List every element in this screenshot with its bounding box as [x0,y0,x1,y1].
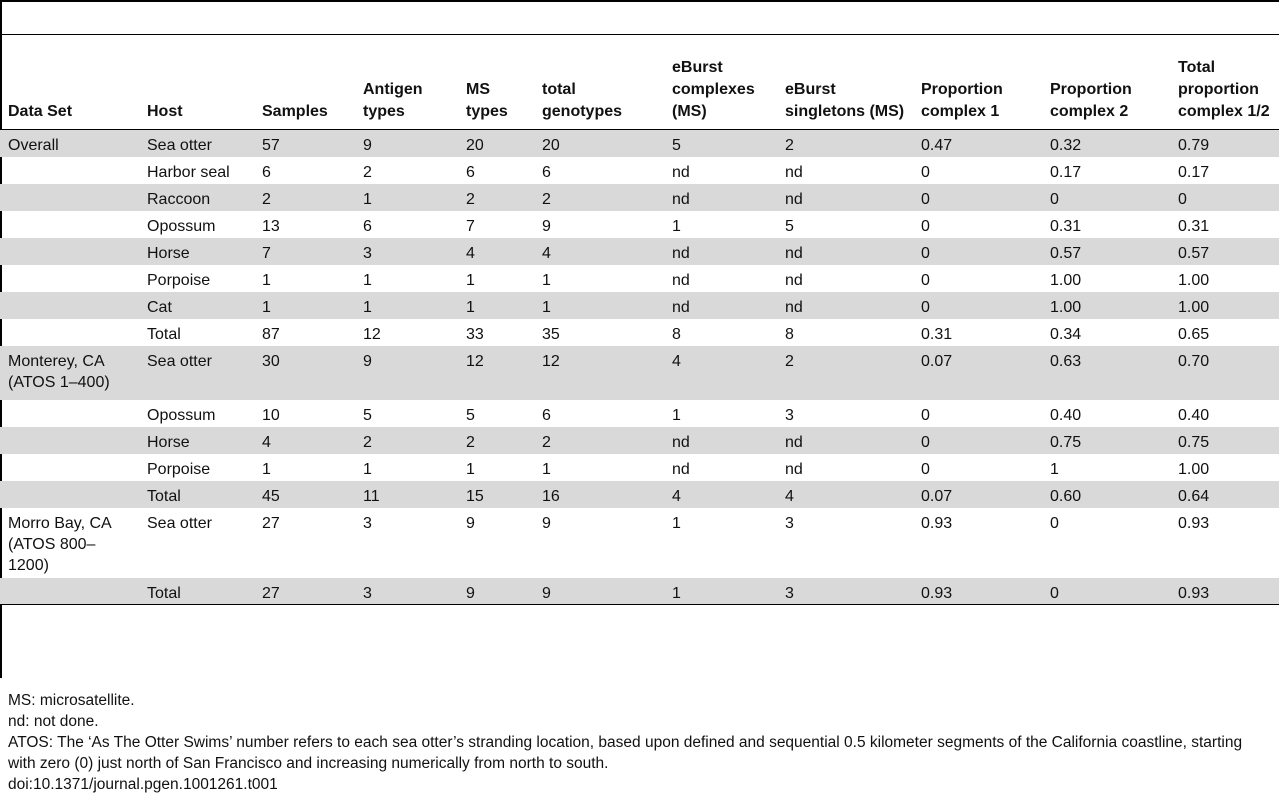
table-cell: 30 [254,346,355,400]
table-cell: 0 [913,184,1042,211]
table-cell: 4 [254,427,355,454]
table-cell: 0.31 [1050,217,1082,235]
table-cell [0,400,139,427]
table-cell: Harbor seal [147,163,230,181]
table-cell: nd [777,292,913,319]
table-row [0,481,1279,508]
header-total-genotypes: total genotypes [534,35,664,130]
table-cell: 3 [785,514,794,532]
table-row [0,184,1279,211]
table-cell: 0.40 [1050,406,1082,424]
table-cell: 0.75 [1170,427,1279,454]
table-cell: 0.70 [1170,346,1279,400]
table-row [0,211,1279,238]
header-host: Host [139,35,254,130]
header-total-proportion: Total proportion complex 1/2 [1170,35,1279,130]
table-cell [0,211,139,238]
table-cell [0,238,139,265]
table-cell: 0.65 [1178,325,1210,343]
table-cell: nd [664,292,777,319]
genotype-table [0,34,1279,605]
table-cell [0,184,139,211]
table-row [0,265,1279,292]
table-cell: 4 [534,238,664,265]
table-cell: 33 [466,325,484,343]
table-cell: Porpoise [147,271,211,289]
table-cell: 10 [262,406,280,424]
table-cell: 9 [534,578,664,605]
table-cell: 9 [542,217,551,235]
table-cell: 2 [254,184,355,211]
table-cell: 2 [777,346,913,400]
table-cell: 0.17 [1050,163,1082,181]
table-cell: nd [672,271,690,289]
table-cell: 4 [664,481,777,508]
table-row [0,508,1279,578]
table-cell: Horse [139,238,254,265]
table-cell: 0.31 [921,325,953,343]
table-cell: 0.17 [1178,163,1210,181]
table-cell: nd [664,184,777,211]
table-cell: 2 [458,184,534,211]
header-proportion-complex-1: Proportion complex 1 [913,35,1042,130]
table-cell: 9 [458,578,534,605]
table-cell: 0 [1170,184,1279,211]
table-cell: 15 [458,481,534,508]
table-cell: 57 [254,130,355,157]
table-cell: 3 [363,514,372,532]
table-cell: 6 [363,217,372,235]
table-row [0,319,1279,346]
table-cell: Total [147,325,181,343]
table-cell: 3 [785,406,794,424]
table-cell: 3 [355,238,458,265]
table-cell: 6 [542,163,551,181]
table-cell: nd [777,238,913,265]
header-eburst-complexes: eBurst complexes (MS) [664,35,777,130]
table-cell: 0.57 [1170,238,1279,265]
table-cell: nd [785,271,803,289]
footnote-ms: MS: microsatellite. [8,692,135,709]
table-cell: 6 [466,163,475,181]
table-cell: 5 [785,217,794,235]
table-cell: 87 [262,325,280,343]
table-cell: 1.00 [1170,292,1279,319]
table-cell: Opossum [147,217,216,235]
table-cell: 1.00 [1178,460,1210,478]
table-cell: 0 [921,217,930,235]
table-cell: 0.63 [1042,346,1170,400]
table-cell: nd [785,460,803,478]
header-samples: Samples [254,35,355,130]
table-cell: 1 [672,217,681,235]
doi-link[interactable]: doi:10.1371/journal.pgen.1001261.t001 [8,776,278,793]
table-cell: 12 [458,346,534,400]
table-cell: 1 [254,292,355,319]
table-cell: 0.07 [913,481,1042,508]
table-cell: nd [777,427,913,454]
table-cell: 2 [458,427,534,454]
table-row [0,427,1279,454]
table-cell: nd [785,163,803,181]
footnote-nd: nd: not done. [8,713,99,730]
table-cell: 27 [262,514,280,532]
table-cell: 5 [466,406,475,424]
table-cell: 1 [262,460,271,478]
header-ms-types: MS types [458,35,534,130]
table-cell: 0 [1042,184,1170,211]
table-cell: 0 [1042,578,1170,605]
header-data-set: Data Set [0,35,139,130]
table-cell: 7 [466,217,475,235]
header-eburst-singletons: eBurst singletons (MS) [777,35,913,130]
table-cell: nd [664,427,777,454]
table-cell: 1.00 [1042,292,1170,319]
table-cell: 0 [913,292,1042,319]
table-cell: 8 [785,325,794,343]
table-cell: 2 [363,163,372,181]
table-cell [0,265,139,292]
table-cell: Overall [0,130,139,157]
table-cell: nd [672,163,690,181]
table-cell: 1 [458,292,534,319]
table-cell: 0.32 [1042,130,1170,157]
table-cell: 12 [363,325,381,343]
table-cell: 0 [921,271,930,289]
table-cell: 1 [672,514,681,532]
header-antigen-types: Antigen types [355,35,458,130]
table-cell: 5 [664,130,777,157]
table-cell: 0.93 [913,578,1042,605]
table-cell [0,578,139,605]
table-cell: Monterey, CA (ATOS 1–400) [0,346,139,400]
table-cell: 0.93 [1178,514,1210,532]
table-cell: 0.57 [1042,238,1170,265]
table-cell: nd [777,184,913,211]
table-cell: Raccoon [139,184,254,211]
table-cell: 5 [363,406,372,424]
table-row [0,157,1279,184]
table-cell [0,481,139,508]
table-cell: 9 [355,346,458,400]
table-cell: 0 [921,163,930,181]
table-cell: 4 [777,481,913,508]
table-cell: 1 [355,292,458,319]
table-cell: 1 [542,271,551,289]
table-cell: 1 [664,578,777,605]
header-proportion-complex-2: Proportion complex 2 [1042,35,1170,130]
table-cell: 0 [921,460,930,478]
table-cell: Opossum [147,406,216,424]
table-cell: Total [139,481,254,508]
table-cell: 0.60 [1042,481,1170,508]
table-cell [0,427,139,454]
table-cell: Morro Bay, CA (ATOS 800–1200) [8,514,111,574]
table-row [0,454,1279,481]
table-cell: 1 [262,271,271,289]
table-cell: 8 [672,325,681,343]
table-cell: 1.00 [1050,271,1082,289]
table-cell: 0.31 [1178,217,1210,235]
table-cell: 45 [254,481,355,508]
table-cell: 1 [355,184,458,211]
table-cell: Sea otter [139,346,254,400]
table-cell: nd [672,460,690,478]
table-cell: Sea otter [147,514,212,532]
table-cell: 2 [534,184,664,211]
table-cell: 0.34 [1050,325,1082,343]
table-cell: 1 [466,271,475,289]
table-cell: 1 [534,292,664,319]
table-cell: 0.64 [1170,481,1279,508]
table-cell: 2 [355,427,458,454]
table-cell [0,157,139,184]
table-cell: 6 [262,163,271,181]
table-row [0,400,1279,427]
table-row [0,578,1279,605]
table-cell: 9 [466,514,475,532]
table-cell: 4 [458,238,534,265]
table-cell: 16 [534,481,664,508]
table-cell: 0 [1050,514,1059,532]
table-cell: 0.40 [1178,406,1210,424]
table-cell: 0.47 [913,130,1042,157]
table-row [0,346,1279,400]
table-cell: 3 [355,578,458,605]
table-cell: 0.93 [921,514,953,532]
table-cell: 20 [534,130,664,157]
table-cell [0,292,139,319]
table-cell: 1 [542,460,551,478]
table-cell: 3 [777,578,913,605]
header-row [0,35,1279,130]
table-cell: 9 [355,130,458,157]
table-cell [0,319,139,346]
top-rule [0,0,1279,2]
table-row [0,292,1279,319]
table-cell: 9 [542,514,551,532]
table-cell: 0 [913,427,1042,454]
table-cell: 12 [534,346,664,400]
table-cell: nd [664,238,777,265]
footnote-atos: ATOS: The ‘As The Otter Swims’ number refers to each sea otter’s stranding location, based upon defined and sequential 0.5 kilometer segments of the California coastline, starting with zero (0) just north of San Francisco and increasing numerically from north to south. [8,734,1243,772]
table-cell: 0.79 [1170,130,1279,157]
table-row [0,130,1279,157]
table-cell: 35 [542,325,560,343]
table-cell: Sea otter [139,130,254,157]
table-cell: Horse [139,427,254,454]
table-cell: 1 [363,460,372,478]
table-cell: 0.07 [913,346,1042,400]
table-footnotes [8,690,1270,795]
table-cell: Cat [139,292,254,319]
table-cell: 0.75 [1042,427,1170,454]
table-cell: 1.00 [1178,271,1210,289]
table-cell: 11 [355,481,458,508]
table-cell: 27 [254,578,355,605]
table-cell: 4 [664,346,777,400]
table-cell: 1 [672,406,681,424]
table-cell: Total [139,578,254,605]
table-row [0,238,1279,265]
table-cell: 20 [458,130,534,157]
table-cell: 1 [1050,460,1059,478]
table-cell: 13 [262,217,280,235]
table-cell: 6 [542,406,551,424]
table-cell: Porpoise [147,460,211,478]
table-cell: 2 [777,130,913,157]
table-cell: 7 [254,238,355,265]
table-cell: 2 [534,427,664,454]
table-cell: 0.93 [1170,578,1279,605]
table-cell: 1 [466,460,475,478]
table-cell: 1 [363,271,372,289]
table-cell: 0 [913,238,1042,265]
table-cell: 0 [921,406,930,424]
table-cell [0,454,139,481]
